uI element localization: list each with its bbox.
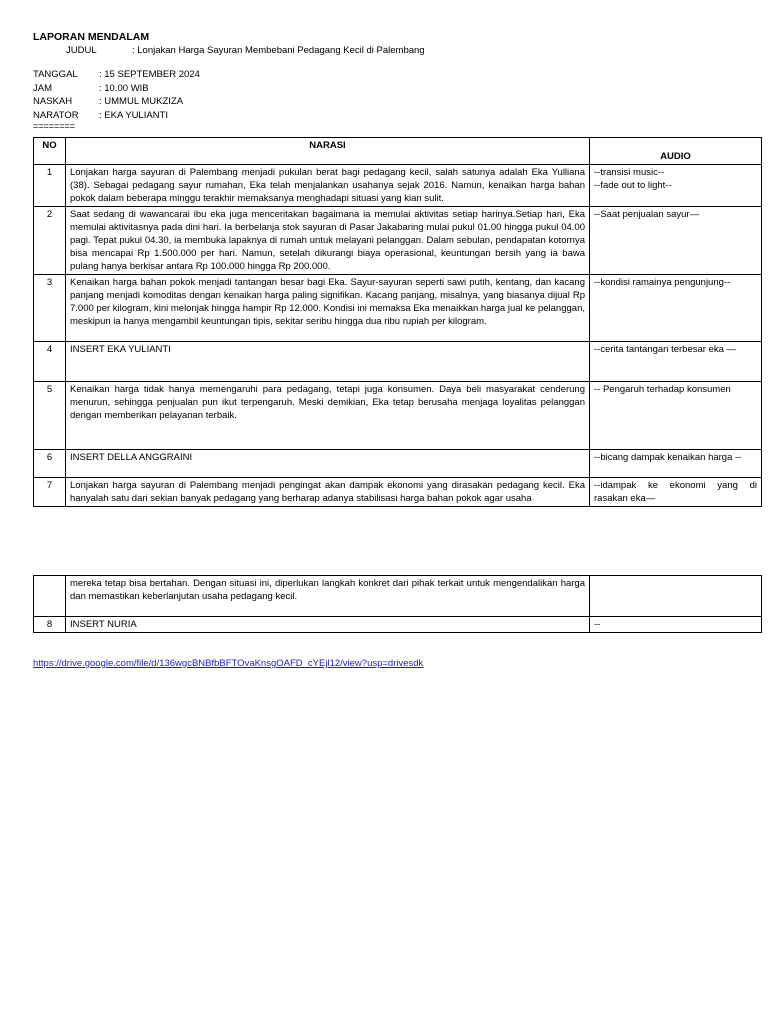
- row-narasi: Saat sedang di wawancarai ibu eka juga menceritakan bagaimana ia memulai aktivitas setiap harinya.Setiap hari, Eka memulai aktivitasnya pada dini hari. Ia berbelanja stok sayuran di Pasar Jakabaring mulai pukul 01.00 hingga pukul 04.00 pagi. Tepat pukul 04.30, ia membuka lapaknya di rumah untuk melayani pelanggan. Dalam sebulan, pendapatan kotornya bisa mencapai Rp 1.500.000 per hari. Namun, setelah dikurangi biaya operasional, keuntungan bersih yang ia bawa pulang hanya berkisar antara Rp 100.000 hingga Rp 200.000.: [66, 207, 590, 275]
- row-no: 7: [34, 478, 66, 507]
- header-no: NO: [34, 138, 66, 165]
- row-no: 1: [34, 165, 66, 207]
- row-no: 6: [34, 450, 66, 478]
- meta-row-jam: [33, 82, 761, 96]
- meta-row-narator: [33, 109, 761, 123]
- row-audio: --kondisi ramainya pengunjung--: [590, 275, 762, 342]
- meta-row-tanggal: [33, 68, 761, 82]
- script-table-continued: [33, 575, 762, 633]
- meta-value: : UMMUL MUKZIZA: [99, 96, 184, 107]
- row-narasi: Kenaikan harga tidak hanya memengaruhi para pedagang, tetapi juga konsumen. Daya beli masyarakat cenderung menurun, sehingga penjualan pun ikut terpengaruh. Meski demikian, Eka tetap berusaha menjaga loyalitas pelanggan dengan memberikan pelayanan terbaik.: [66, 382, 590, 450]
- judul-value: : Lonjakan Harga Sayuran Membebani Pedagang Kecil di Palembang: [132, 45, 425, 56]
- separator: ========: [33, 121, 76, 131]
- row-no: [34, 576, 66, 617]
- report-header: [33, 30, 761, 131]
- judul-label: JUDUL: [66, 45, 97, 56]
- row-audio: --idampak ke ekonomi yang di rasakan eka—: [590, 478, 762, 507]
- table-row: [34, 478, 762, 507]
- row-audio: --Saat penjualan sayur—: [590, 207, 762, 275]
- row-audio: --transisi music-- --fade out to light--: [590, 165, 762, 207]
- row-narasi: INSERT EKA YULIANTI: [66, 342, 590, 382]
- row-audio: --: [590, 617, 762, 633]
- drive-link[interactable]: https://drive.google.com/file/d/136wgcBNBfbBFTOvaKnsgOAFD_cYEjl12/view?usp=drivesdk: [33, 658, 424, 669]
- meta-value: : 10.00 WIB: [99, 82, 149, 94]
- judul-line: [66, 44, 761, 58]
- row-audio: --bicang dampak kenaikan harga --: [590, 450, 762, 478]
- report-title: LAPORAN MENDALAM: [33, 31, 150, 43]
- meta-label: NASKAH: [33, 96, 73, 107]
- meta-row-naskah: [33, 95, 761, 109]
- table-row: [34, 382, 762, 450]
- row-audio: [590, 576, 762, 617]
- header-narasi: NARASI: [66, 138, 590, 165]
- row-no: 4: [34, 342, 66, 382]
- row-narasi: Lonjakan harga sayuran di Palembang menjadi pukulan berat bagi pedagang kecil, salah satunya adalah Eka Yulliana (38). Sebagai pedagang sayur rumahan, Eka telah menjalankan usahanya sejak 2016. Namun, kenaikan harga bahan pokok dalam beberapa minggu terakhir memaksanya menghadapi situasi yang kian sulit.: [66, 165, 590, 207]
- row-audio: -- Pengaruh terhadap konsumen: [590, 382, 762, 450]
- table-row: [34, 450, 762, 478]
- table-row: [34, 207, 762, 275]
- row-no: 8: [34, 617, 66, 633]
- meta-value: : 15 SEPTEMBER 2024: [99, 69, 200, 80]
- row-narasi: INSERT NURIA: [66, 617, 590, 633]
- row-no: 3: [34, 275, 66, 342]
- table-row: [34, 275, 762, 342]
- row-narasi: INSERT DELLA ANGGRAINI: [66, 450, 590, 478]
- row-no: 5: [34, 382, 66, 450]
- row-narasi: Lonjakan harga sayuran di Palembang menjadi pengingat akan dampak ekonomi yang dirasakan pedagang kecil. Eka hanyalah satu dari sekian banyak pedagang yang berharap adanya stabilisasi harga bahan pokok agar usaha: [66, 478, 590, 507]
- meta-label: JAM: [33, 82, 52, 94]
- row-narasi: mereka tetap bisa bertahan. Dengan situasi ini, diperlukan langkah konkret dari pihak terkait untuk mengendalikan harga dan memastikan keberlanjutan usaha pedagang kecil.: [66, 576, 590, 617]
- script-table: [33, 137, 762, 507]
- meta-label: NARATOR: [33, 109, 79, 121]
- row-no: 2: [34, 207, 66, 275]
- row-narasi: Kenaikan harga bahan pokok menjadi tantangan besar bagi Eka. Sayur-sayuran seperti sawi putih, kentang, dan kacang panjang menjadi komoditas dengan kenaikan harga paling signifikan. Kacang panjang, misalnya, yang biasanya dijual Rp 7.000 per kilogram, kini melonjak hingga hampir Rp 12.000. Kondisi ini memaksa Eka menaikkan harga jual ke pelanggan, meskipun ia hanya mengambil keuntungan tipis, sekitar seribu hingga dua ribu rupiah per kilogram.: [66, 275, 590, 342]
- table-row: [34, 165, 762, 207]
- meta-label: TANGGAL: [33, 69, 78, 80]
- row-audio: --cerita tantangan terbesar eka —: [590, 342, 762, 382]
- table-row: [34, 342, 762, 382]
- table-header-row: [34, 138, 762, 165]
- meta-value: : EKA YULIANTI: [99, 109, 168, 121]
- table-row: [34, 576, 762, 617]
- table-row: [34, 617, 762, 633]
- meta-block: [33, 68, 761, 131]
- header-audio: AUDIO: [590, 138, 762, 165]
